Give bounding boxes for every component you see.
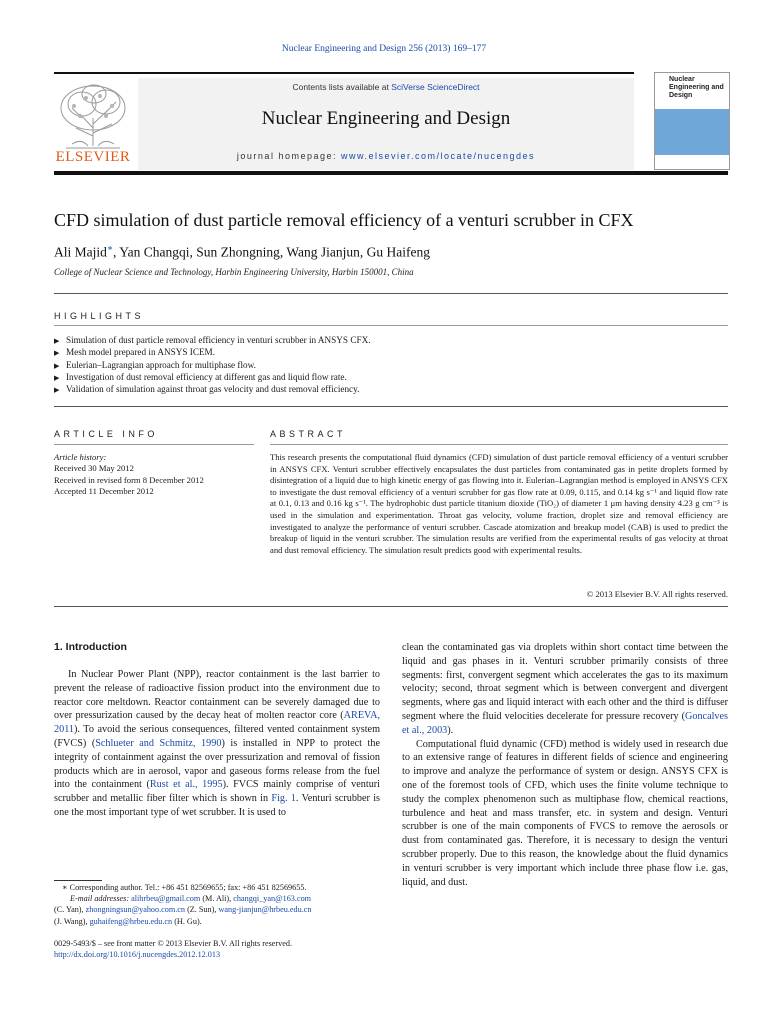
highlight-item: ▶ Mesh model prepared in ANSYS ICEM.: [54, 346, 734, 358]
accepted-date: Accepted 11 December 2012: [54, 486, 154, 497]
homepage-prefix: journal homepage:: [236, 151, 341, 161]
contents-available: [138, 82, 634, 92]
email-line: [54, 893, 384, 904]
corresponding-line: [54, 882, 384, 893]
journal-citation[interactable]: Nuclear Engineering and Design 256 (2013) 169–177: [281, 44, 487, 54]
intro-text: In Nuclear Power Plant (NPP), reactor containment is the last barrier to prevent the release of radioactive fission product into the environment due to reactor core meltdown. Reactor containment can be severely damaged due to over pressurization caused by the decay heat of molten reactor core (: [54, 669, 380, 722]
email-link[interactable]: wang-jianjun@hrbeu.edu.cn: [218, 905, 312, 915]
email-link[interactable]: alihrbeu@gmail.com: [131, 894, 201, 904]
sciencedirect-link[interactable]: SciVerse ScienceDirect: [391, 82, 480, 92]
article-history: [54, 452, 254, 498]
abstract-copyright: © 2013 Elsevier B.V. All rights reserved.: [586, 589, 728, 599]
doi-link[interactable]: http://dx.doi.org/10.1016/j.nucengdes.2012.12.013: [54, 950, 221, 960]
abstract-heading: ABSTRACT: [270, 429, 347, 439]
introduction-col1: [54, 668, 380, 820]
issn-line: 0029-5493/$ – see front matter © 2013 Elsevier B.V. All rights reserved.: [54, 939, 293, 948]
rule-abstract-head: [270, 444, 728, 445]
corresponding-author-mark[interactable]: ∗: [106, 243, 113, 253]
email-owner: (Z. Sun),: [185, 905, 219, 915]
email-owner: (J. Wang),: [54, 916, 90, 926]
email-owner: (C. Yan),: [54, 905, 86, 915]
journal-cover-thumbnail: [654, 72, 730, 170]
rule-abstract-bottom: [54, 606, 728, 607]
footnote-mark: ∗: [62, 883, 68, 892]
first-author: Ali Majid: [54, 244, 107, 260]
author-list: [54, 243, 430, 261]
article-info-heading: ARTICLE INFO: [54, 429, 158, 439]
intro-text: ).: [447, 724, 454, 736]
email-line-2: [54, 904, 384, 915]
email-owner: (M. Ali),: [200, 894, 234, 904]
article-title: CFD simulation of dust particle removal efficiency of a venturi scrubber in CFX: [54, 210, 634, 230]
corresponding-text: Corresponding author. Tel.: +86 451 82569655; fax: +86 451 82569655.: [67, 883, 307, 892]
highlight-item: ▶ Validation of simulation against throat gas velocity and dust removal efficiency.: [54, 383, 734, 395]
introduction-heading: 1. Introduction: [54, 641, 127, 653]
intro-text: clean the contaminated gas via droplets within short contact time between the liquid and gas phases in it. Venturi scrubber primarily consists of three segments: first, convergent segment which accelerates the gas to its maximum velocity; second, throat segment which is between convergent and divergent segments, where gas and liquid interact with each other and the third is diffuser segment where the fluid velocities decelerate for pressure recovery (: [402, 642, 728, 722]
homepage-link[interactable]: www.elsevier.com/locate/nucengdes: [340, 151, 536, 161]
received-date: Received 30 May 2012: [54, 463, 134, 474]
ref-schlueter-1990[interactable]: Schlueter and Schmitz, 1990: [95, 737, 222, 749]
highlights-list: [54, 334, 734, 395]
contents-prefix: Contents lists available at: [292, 82, 392, 92]
header-bottom-rule: [54, 171, 728, 175]
email-line-3: [54, 916, 384, 927]
corresponding-footnote: [54, 882, 384, 927]
journal-homepage: [138, 151, 634, 161]
history-label: Article history:: [54, 452, 107, 462]
rule-highlights-bottom: [54, 406, 728, 407]
revised-date: Received in revised form 8 December 2012: [54, 474, 204, 485]
intro-paragraph: [402, 641, 728, 738]
highlights-heading: HIGHLIGHTS: [54, 311, 145, 321]
email-owner: (H. Gu).: [172, 916, 202, 926]
other-authors: , Yan Changqi, Sun Zhongning, Wang Jianjun, Gu Haifeng: [113, 244, 431, 260]
intro-text: ). To avoid the serious consequences, filtered vented containment system (FVCS) (: [54, 724, 380, 749]
introduction-col2: [402, 641, 728, 889]
header-top-rule: [54, 72, 634, 74]
rule-highlights-head: [54, 325, 728, 326]
ref-areva-2011[interactable]: AREVA, 2011: [54, 710, 380, 736]
intro-paragraph: Computational fluid dynamic (CFD) method is widely used in research due to an extensive range of features in different fields of science and engineering to improve and analyze the performance of system or design. ANSYS CFX is one of the foremost tools of CFD, which uses the finite volume technique to study the complex phenomenon such as multiphase flow, chemical reactions, turbulence and heat and mass transfer, etc. in system and design. Venturi scrubber is one of the main components of FVCS to remove the aerosols or dust from contaminated gas. Therefore, it is necessary to design the venturi scrubber properly. Due to this reason, the knowledge about the fluid dynamics in venturi scrubber is very important which include three phase flow i.e. gas, liquid, and dust.: [402, 738, 728, 888]
cover-footer: [655, 155, 729, 169]
publisher-name: ELSEVIER: [55, 149, 131, 165]
intro-text: ). FVCS mainly comprise of venturi scrubber and metallic fiber filter which is shown in: [54, 779, 381, 805]
highlight-item: ▶ Investigation of dust removal efficiency at different gas and liquid flow rate.: [54, 371, 734, 383]
footnote-rule: [54, 880, 102, 881]
ref-goncalves-2003[interactable]: Goncalves et al., 2003: [402, 710, 728, 736]
email-label: E-mail addresses:: [70, 894, 130, 904]
highlight-item: ▶ Simulation of dust particle removal efficiency in venturi scrubber in ANSYS CFX.: [54, 334, 734, 346]
rule-highlights-top: [54, 293, 728, 294]
rule-info-head: [54, 444, 254, 445]
email-link[interactable]: zhongningsun@yahoo.com.cn: [85, 905, 186, 915]
intro-text: ) is installed in NPP to protect the integrity of containment against the over pressurization and removal of fission products which are in aerosol, vapor and gaseous forms release from the fuel into the containment (: [54, 737, 380, 791]
abstract-text: This research presents the computational fluid dynamics (CFD) simulation of dust particle removal efficiency of a venturi scrubber in ANSYS CFX. Venturi scrubber effectively encapsulates the dust particles from contaminated gas in petite droplets formed by disintegration of a liquid due to high kinetic energy of gas flowing into it. Eulerian–Lagrangian method is employed in ANSYS CFX to investigate the dust removal efficiency of a venturi scrubber for gas flow rate at 0.09, 0.115, and 0.14 kg s⁻¹ and liquid flow rate at 0.1, 0.13 and 0.16 kg s⁻¹. The hydrophobic dust particle titanium dioxide (TiO₂) of diameter 1 μm having density 4.23 g cm⁻³ is used in the simulation and experimentation. Throat gas velocity, volume fraction, droplet size and removal efficiency are investigated to analyze the performance of venturi scrubber. Cascade atomization and breakup model (CAB) is used to predict the breakup of liquid in the venturi scrubber. The simulation results are verified from the experimental results of gas velocity at throat and dust removal efficiency. The simulation result predicts good with experimental results.: [270, 452, 728, 555]
email-link[interactable]: guhaifeng@hrbeu.edu.cn: [89, 916, 173, 926]
intro-text: . Venturi scrubber is one the most important type of wet scrubber. It is used to: [54, 793, 380, 818]
cover-title: Nuclear Engineering and Design: [669, 76, 724, 99]
issn-block: [54, 938, 384, 960]
highlight-item: ▶ Eulerian–Lagrangian approach for multiphase flow.: [54, 359, 734, 371]
affiliation: College of Nuclear Science and Technology, Harbin Engineering University, Harbin 150001, China: [54, 267, 414, 277]
ref-fig-1[interactable]: Fig. 1: [271, 793, 296, 805]
journal-title: Nuclear Engineering and Design: [261, 108, 511, 129]
ref-rust-1995[interactable]: Rust et al., 1995: [149, 779, 223, 791]
email-link[interactable]: changqi_yan@163.com: [233, 894, 312, 904]
